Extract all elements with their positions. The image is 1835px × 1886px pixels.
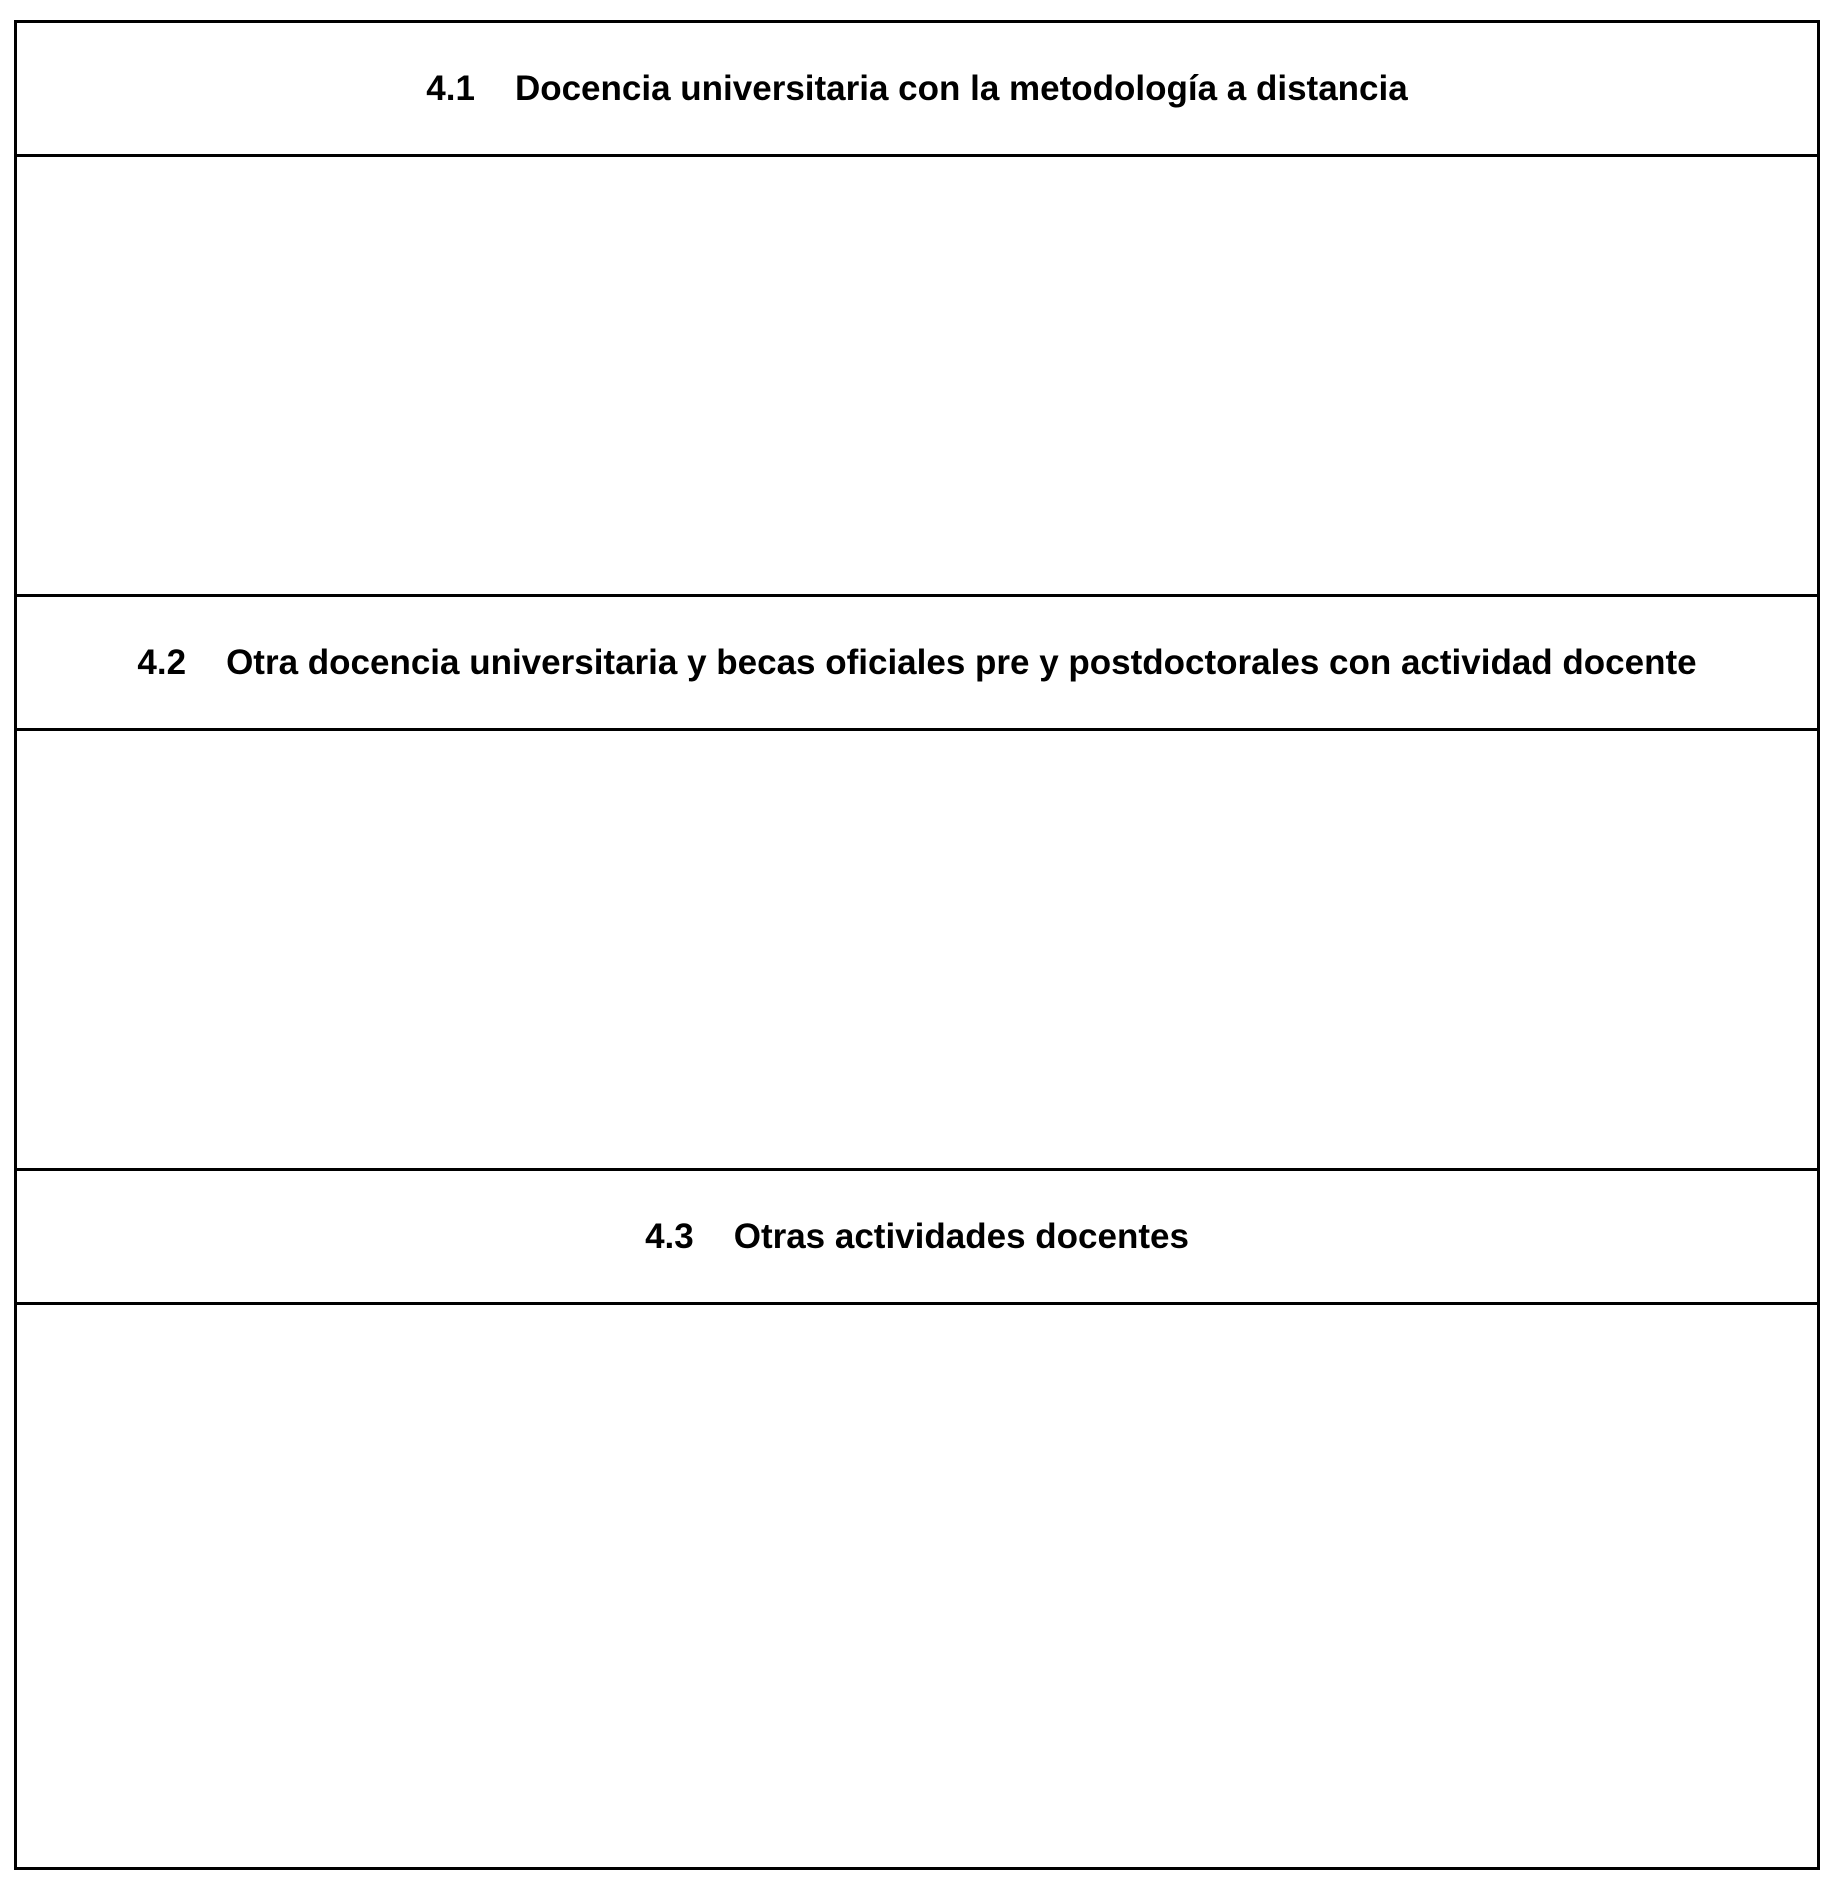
section-title: Docencia universitaria con la metodología a distancia [514, 68, 1408, 108]
section-number: 4.1 [426, 68, 475, 108]
section-content-area-4-1[interactable] [17, 157, 1817, 597]
section-header-4-3 [17, 1171, 1817, 1305]
section-header-4-1 [17, 23, 1817, 157]
form-table [14, 20, 1820, 1870]
section-content-area-4-2[interactable] [17, 731, 1817, 1171]
section-content-area-4-3[interactable] [17, 1305, 1817, 1867]
section-number: 4.2 [137, 642, 187, 682]
section-number: 4.3 [645, 1216, 694, 1256]
section-header-4-2 [17, 597, 1817, 731]
section-title: Otras actividades docentes [733, 1216, 1189, 1256]
section-title: Otra docencia universitaria y becas oficiales pre y postdoctorales con actividad docente [226, 642, 1697, 682]
